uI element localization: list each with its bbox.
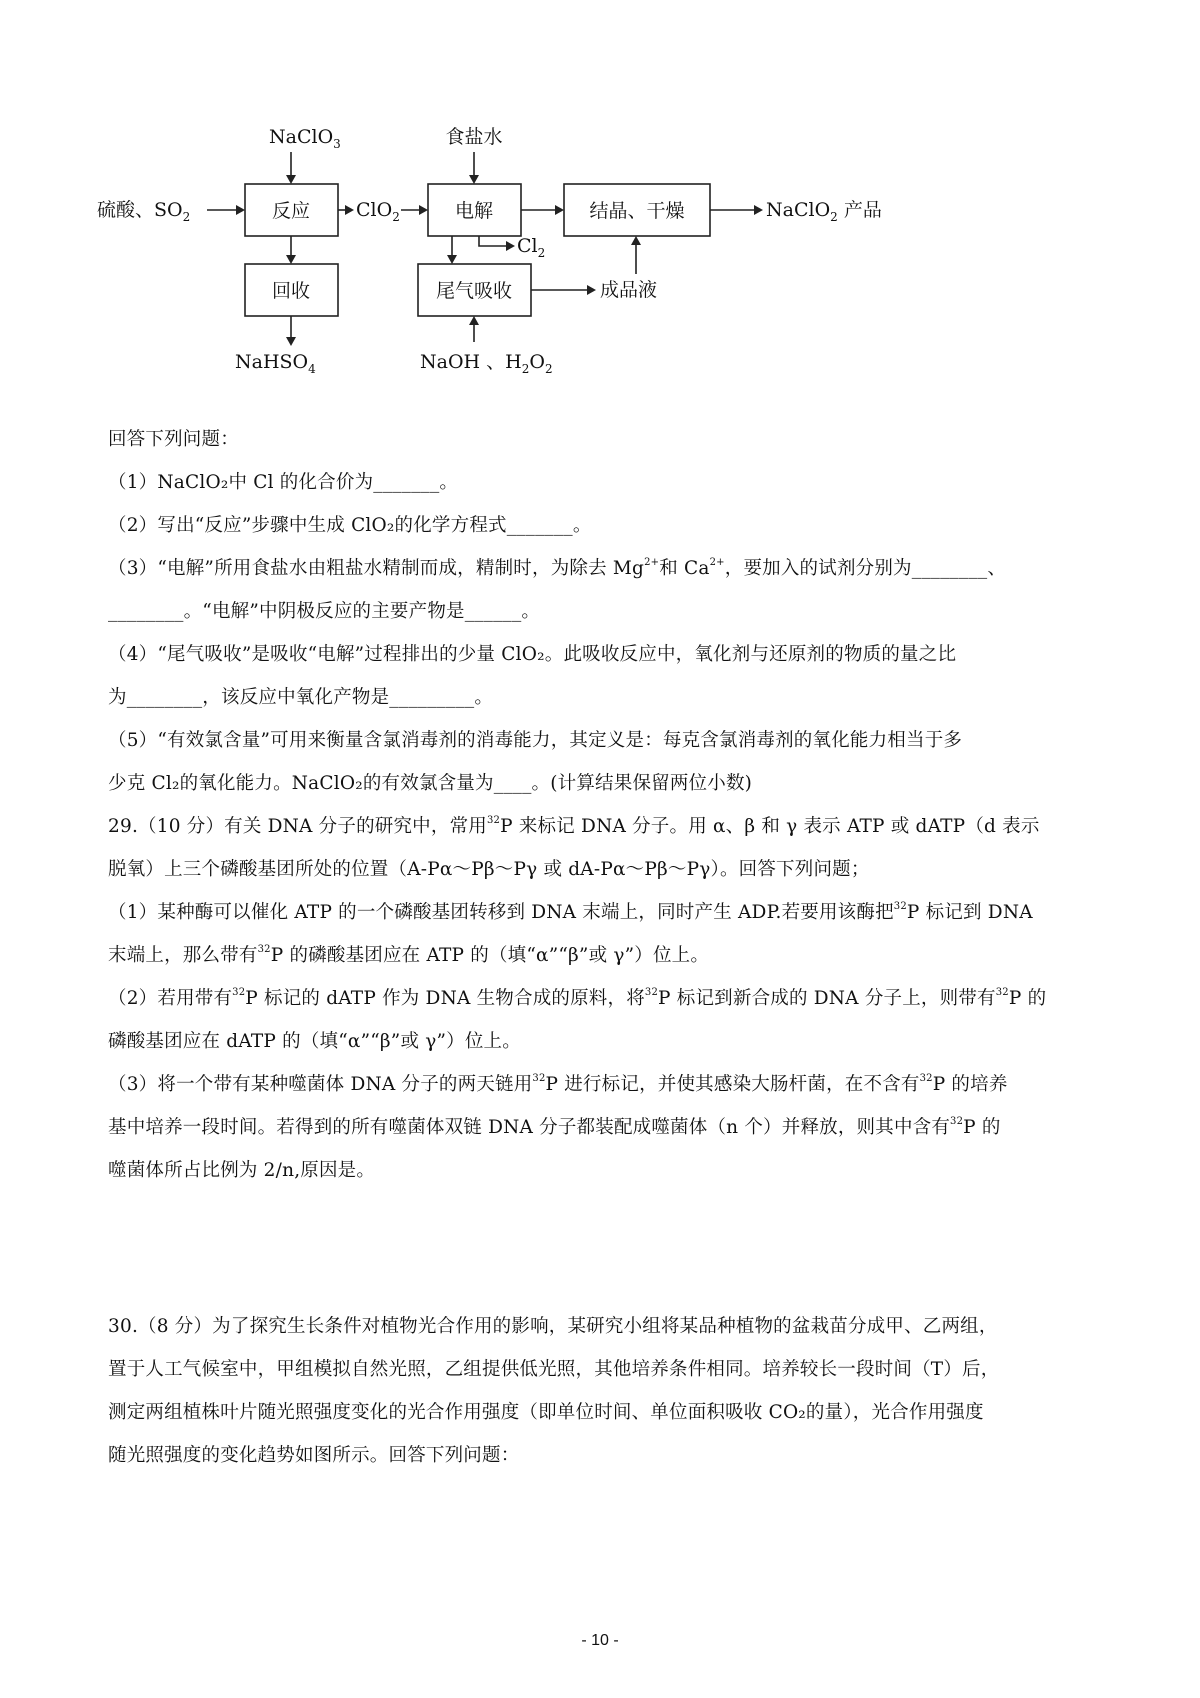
label-naclo2-product: NaClO$_2$ 产品 xyxy=(766,199,882,224)
q30-line4: 随光照强度的变化趋势如图所示。回答下列问题： xyxy=(108,1445,520,1466)
box-tail-absorb-label: 尾气吸收 xyxy=(435,280,513,302)
label-naoh-h2o2: NaOH 、$H_2O_2$ xyxy=(420,351,553,376)
label-nahso4: NaHSO$_4$ xyxy=(235,351,316,376)
q30-line3: 测定两组植株叶片随光照强度变化的光合作用强度（即单位时间、单位面积吸收 CO₂的量），光合作用强度 xyxy=(108,1402,984,1423)
q3-line1: （3）“电解”所用食盐水由粗盐水精制而成，精制时，为除去 $Mg^{2+}$和 $Ca^{2+}$，要加入的试剂分别为________、 xyxy=(108,557,1007,579)
question-28-text xyxy=(108,418,1098,1192)
label-finished-liquid: 成品液 xyxy=(600,279,658,301)
box-electrolysis-label: 电解 xyxy=(454,200,494,222)
label-clo2: ClO$_2$ xyxy=(356,199,400,224)
q30-line2: 置于人工气候室中，甲组模拟自然光照，乙组提供低光照，其他培养条件相同。培养较长一段时间（T）后， xyxy=(108,1359,1000,1380)
label-naclo3: NaClO$_3$ xyxy=(269,126,341,151)
question-30-text xyxy=(108,1305,1098,1477)
label-brine: 食盐水 xyxy=(445,126,503,148)
q30-line1: 30.（8 分）为了探究生长条件对植物光合作用的影响，某研究小组将某品种植物的盆栽苗分成甲、乙两组， xyxy=(108,1316,998,1337)
q29-1-line2: 末端上，那么带有$^{32}$P 的磷酸基团应在 ATP 的（填“α”“β”或 γ”）位上。 xyxy=(108,944,710,966)
q2-line: （2）写出“反应”步骤中生成 ClO₂的化学方程式_______。 xyxy=(108,515,592,536)
q29-line2: 脱氧）上三个磷酸基团所处的位置（A-Pα～Pβ～Pγ 或 dA-Pα～Pβ～Pγ）。回答下列问题； xyxy=(108,859,870,880)
q5-line2: 少克 Cl₂的氧化能力。NaClO₂的有效氯含量为____。(计算结果保留两位小数) xyxy=(108,773,753,794)
process-flowchart xyxy=(95,120,995,410)
label-acid-so2: 硫酸、$SO_2$ xyxy=(97,199,191,224)
q29-2-line2: 磷酸基团应在 dATP 的（填“α”“β”或 γ”）位上。 xyxy=(108,1031,521,1052)
q29-3-line2: 基中培养一段时间。若得到的所有噬菌体双链 DNA 分子都装配成噬菌体（n 个）并释放，则其中含有$^{32}$P 的 xyxy=(108,1116,1001,1138)
q29-line1: 29.（10 分）有关 DNA 分子的研究中，常用$^{32}$P 来标记 DNA 分子。用 α、β 和 γ 表示 ATP 或 dATP（d 表示 xyxy=(108,815,1040,837)
box-reaction-label: 反应 xyxy=(271,200,311,222)
box-recover-label: 回收 xyxy=(271,280,311,302)
q29-2-line1: （2）若用带有$^{32}$P 标记的 dATP 作为 DNA 生物合成的原料，将$^{32}$P 标记到新合成的 DNA 分子上，则带有$^{32}$P 的 xyxy=(108,987,1047,1009)
intro-line: 回答下列问题： xyxy=(108,429,239,450)
q4-line1: （4）“尾气吸收”是吸收“电解”过程排出的少量 ClO₂。此吸收反应中，氧化剂与还原剂的物质的量之比 xyxy=(108,644,957,665)
page-number: - 10 - xyxy=(581,1632,619,1649)
box-crystallize-label: 结晶、干燥 xyxy=(589,200,685,222)
label-cl2: $Cl_2$ xyxy=(517,235,546,260)
q29-1-line1: （1）某种酶可以催化 ATP 的一个磷酸基团转移到 DNA 末端上，同时产生 ADP.若要用该酶把$^{32}$P 标记到 DNA xyxy=(108,901,1033,923)
q29-3-line1: （3）将一个带有某种噬菌体 DNA 分子的两天链用$^{32}$P 进行标记，并使其感染大肠杆菌，在不含有$^{32}$P 的培养 xyxy=(108,1073,1008,1095)
q4-line2: 为________，该反应中氧化产物是_________。 xyxy=(108,687,494,708)
q3-line2: ________。“电解”中阴极反应的主要产物是______。 xyxy=(108,601,541,622)
q29-3-line3: 噬菌体所占比例为 2/n,原因是。 xyxy=(108,1160,376,1181)
q5-line1: （5）“有效氯含量”可用来衡量含氯消毒剂的消毒能力，其定义是：每克含氯消毒剂的氧化能力相当于多 xyxy=(108,730,963,751)
q1-line: （1）NaClO₂中 Cl 的化合价为_______。 xyxy=(108,472,459,493)
